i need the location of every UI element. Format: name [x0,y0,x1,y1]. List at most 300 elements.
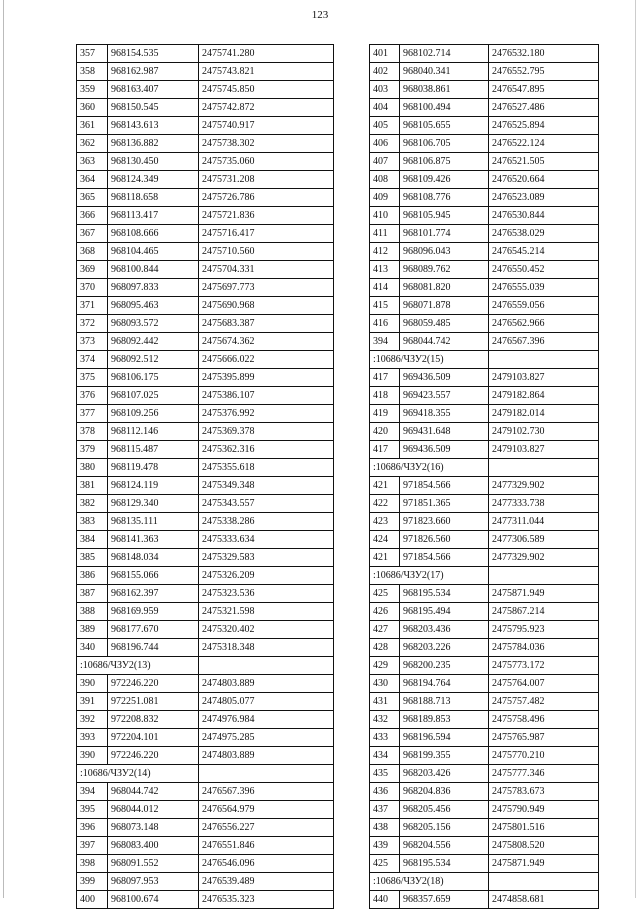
point-number-cell: 390 [77,675,108,693]
y-coordinate-cell: 2475376.992 [199,405,334,423]
x-coordinate-cell: 968100.494 [400,99,489,117]
point-number-cell: 390 [77,747,108,765]
x-coordinate-cell: 968109.426 [400,171,489,189]
point-number-cell: 383 [77,513,108,531]
y-coordinate-cell: 2476547.895 [489,81,599,99]
x-coordinate-cell: 968109.256 [108,405,199,423]
coordinate-row [370,819,599,837]
point-number-cell: 401 [370,45,400,63]
x-coordinate-cell: 968119.478 [108,459,199,477]
x-coordinate-cell: 968083.400 [108,837,199,855]
point-number-cell: 379 [77,441,108,459]
section-empty-cell [489,351,599,369]
coordinate-row [370,99,599,117]
coordinate-row [370,225,599,243]
x-coordinate-cell: 968102.714 [400,45,489,63]
x-coordinate-cell: 968169.959 [108,603,199,621]
x-coordinate-cell: 968194.764 [400,675,489,693]
coordinate-row [77,423,334,441]
x-coordinate-cell: 968203.226 [400,639,489,657]
coordinate-row [370,657,599,675]
y-coordinate-cell: 2475741.280 [199,45,334,63]
coordinate-row [370,639,599,657]
x-coordinate-cell: 968162.987 [108,63,199,81]
coordinate-row [370,765,599,783]
x-coordinate-cell: 968148.034 [108,549,199,567]
y-coordinate-cell: 2475765.987 [489,729,599,747]
x-coordinate-cell: 968204.556 [400,837,489,855]
coordinate-row [370,711,599,729]
x-coordinate-cell: 968129.340 [108,495,199,513]
y-coordinate-cell: 2475710.560 [199,243,334,261]
y-coordinate-cell: 2476527.486 [489,99,599,117]
coordinate-row [370,387,599,405]
point-number-cell: 385 [77,549,108,567]
coordinate-row [370,189,599,207]
y-coordinate-cell: 2474975.285 [199,729,334,747]
point-number-cell: 413 [370,261,400,279]
x-coordinate-cell: 968100.674 [108,891,199,909]
x-coordinate-cell: 972208.832 [108,711,199,729]
point-number-cell: 429 [370,657,400,675]
point-number-cell: 400 [77,891,108,909]
page-number: 123 [311,9,329,21]
x-coordinate-cell: 968081.820 [400,279,489,297]
y-coordinate-cell: 2475783.673 [489,783,599,801]
x-coordinate-cell: 968071.878 [400,297,489,315]
point-number-cell: 375 [77,369,108,387]
coordinate-row [77,873,334,891]
coordinate-row [77,549,334,567]
y-coordinate-cell: 2475320.402 [199,621,334,639]
coordinate-row [77,783,334,801]
coordinate-row [370,837,599,855]
coordinate-row [77,297,334,315]
coordinate-row [370,207,599,225]
y-coordinate-cell: 2475795.923 [489,621,599,639]
y-coordinate-cell: 2475757.482 [489,693,599,711]
coordinates-table-left [76,44,334,909]
y-coordinate-cell: 2475318.348 [199,639,334,657]
coordinate-row [370,117,599,135]
y-coordinate-cell: 2475745.850 [199,81,334,99]
coordinate-row [77,387,334,405]
coordinate-row [77,189,334,207]
y-coordinate-cell: 2479103.827 [489,369,599,387]
y-coordinate-cell: 2474803.889 [199,675,334,693]
point-number-cell: 428 [370,639,400,657]
coordinates-table-right [369,44,599,909]
x-coordinate-cell: 968040.341 [400,63,489,81]
y-coordinate-cell: 2475808.520 [489,837,599,855]
coordinate-row [77,711,334,729]
coordinate-row [77,513,334,531]
section-header-row [370,873,599,891]
point-number-cell: 373 [77,333,108,351]
coordinate-row [77,819,334,837]
x-coordinate-cell: 968092.442 [108,333,199,351]
y-coordinate-cell: 2475690.968 [199,297,334,315]
coordinate-row [370,261,599,279]
x-coordinate-cell: 968177.670 [108,621,199,639]
x-coordinate-cell: 968154.535 [108,45,199,63]
x-coordinate-cell: 971823.660 [400,513,489,531]
y-coordinate-cell: 2475321.598 [199,603,334,621]
y-coordinate-cell: 2476530.844 [489,207,599,225]
x-coordinate-cell: 968155.066 [108,567,199,585]
y-coordinate-cell: 2476559.056 [489,297,599,315]
point-number-cell: 405 [370,117,400,135]
coordinate-row [370,81,599,99]
x-coordinate-cell: 968143.613 [108,117,199,135]
coordinate-row [370,63,599,81]
x-coordinate-cell: 968124.349 [108,171,199,189]
y-coordinate-cell: 2476564.979 [199,801,334,819]
x-coordinate-cell: 968100.844 [108,261,199,279]
coordinate-row [77,441,334,459]
coordinate-row [370,45,599,63]
coordinate-row [77,315,334,333]
y-coordinate-cell: 2476552.795 [489,63,599,81]
x-coordinate-cell: 968073.148 [108,819,199,837]
x-coordinate-cell: 968096.043 [400,243,489,261]
y-coordinate-cell: 2475323.536 [199,585,334,603]
coordinate-row [77,621,334,639]
coordinate-row [77,279,334,297]
point-number-cell: 437 [370,801,400,819]
coordinate-row [370,369,599,387]
x-coordinate-cell: 972246.220 [108,747,199,765]
x-coordinate-cell: 969436.509 [400,369,489,387]
point-number-cell: 369 [77,261,108,279]
point-number-cell: 418 [370,387,400,405]
point-number-cell: 368 [77,243,108,261]
x-coordinate-cell: 968091.552 [108,855,199,873]
point-number-cell: 410 [370,207,400,225]
y-coordinate-cell: 2475764.007 [489,675,599,693]
coordinate-row [370,423,599,441]
coordinate-row [370,855,599,873]
point-number-cell: 360 [77,99,108,117]
coordinate-row [77,261,334,279]
coordinate-row [370,747,599,765]
y-coordinate-cell: 2475790.949 [489,801,599,819]
x-coordinate-cell: 968097.953 [108,873,199,891]
x-coordinate-cell: 968107.025 [108,387,199,405]
point-number-cell: 432 [370,711,400,729]
y-coordinate-cell: 2475784.036 [489,639,599,657]
point-number-cell: 425 [370,855,400,873]
x-coordinate-cell: 969418.355 [400,405,489,423]
x-coordinate-cell: 968044.742 [400,333,489,351]
point-number-cell: 366 [77,207,108,225]
point-number-cell: 423 [370,513,400,531]
section-empty-cell [489,873,599,891]
x-coordinate-cell: 968106.705 [400,135,489,153]
y-coordinate-cell: 2477329.902 [489,549,599,567]
x-coordinate-cell: 968195.534 [400,585,489,603]
point-number-cell: 422 [370,495,400,513]
y-coordinate-cell: 2476550.452 [489,261,599,279]
coordinate-row [370,585,599,603]
y-coordinate-cell: 2475871.949 [489,585,599,603]
point-number-cell: 434 [370,747,400,765]
point-number-cell: 395 [77,801,108,819]
x-coordinate-cell: 968108.776 [400,189,489,207]
y-coordinate-cell: 2474976.984 [199,711,334,729]
section-header-row [370,459,599,477]
section-header-row [77,765,334,783]
coordinate-row [77,477,334,495]
coordinate-row [77,801,334,819]
y-coordinate-cell: 2475386.107 [199,387,334,405]
x-coordinate-cell: 969423.557 [400,387,489,405]
point-number-cell: 378 [77,423,108,441]
x-coordinate-cell: 968136.882 [108,135,199,153]
point-number-cell: 407 [370,153,400,171]
coordinate-row [370,243,599,261]
y-coordinate-cell: 2475867.214 [489,603,599,621]
point-number-cell: 404 [370,99,400,117]
point-number-cell: 406 [370,135,400,153]
x-coordinate-cell: 971854.566 [400,549,489,567]
scan-edge-right [635,0,636,898]
y-coordinate-cell: 2476546.096 [199,855,334,873]
x-coordinate-cell: 968038.861 [400,81,489,99]
y-coordinate-cell: 2475343.557 [199,495,334,513]
section-header-row [77,657,334,675]
point-number-cell: 367 [77,225,108,243]
coordinate-row [370,729,599,747]
x-coordinate-cell: 971851.365 [400,495,489,513]
y-coordinate-cell: 2476523.089 [489,189,599,207]
y-coordinate-cell: 2475333.634 [199,531,334,549]
point-number-cell: 371 [77,297,108,315]
y-coordinate-cell: 2479182.014 [489,405,599,423]
y-coordinate-cell: 2477311.044 [489,513,599,531]
coordinate-row [370,693,599,711]
point-number-cell: 391 [77,693,108,711]
coordinate-row [370,477,599,495]
y-coordinate-cell: 2475801.516 [489,819,599,837]
coordinate-row [77,855,334,873]
point-number-cell: 412 [370,243,400,261]
y-coordinate-cell: 2476545.214 [489,243,599,261]
x-coordinate-cell: 968188.713 [400,693,489,711]
y-coordinate-cell: 2475326.209 [199,567,334,585]
point-number-cell: 361 [77,117,108,135]
y-coordinate-cell: 2475716.417 [199,225,334,243]
y-coordinate-cell: 2475777.346 [489,765,599,783]
point-number-cell: 426 [370,603,400,621]
point-number-cell: 362 [77,135,108,153]
y-coordinate-cell: 2475721.836 [199,207,334,225]
point-number-cell: 340 [77,639,108,657]
y-coordinate-cell: 2475666.022 [199,351,334,369]
y-coordinate-cell: 2475740.917 [199,117,334,135]
point-number-cell: 380 [77,459,108,477]
x-coordinate-cell: 968203.426 [400,765,489,783]
point-number-cell: 424 [370,531,400,549]
point-number-cell: 384 [77,531,108,549]
point-number-cell: 376 [77,387,108,405]
point-number-cell: 374 [77,351,108,369]
section-label: :10686/ЧЗУ2(17) [370,567,489,585]
y-coordinate-cell: 2476567.396 [199,783,334,801]
coordinate-row [370,441,599,459]
y-coordinate-cell: 2475773.172 [489,657,599,675]
point-number-cell: 388 [77,603,108,621]
coordinate-row [77,639,334,657]
coordinate-row [77,117,334,135]
section-empty-cell [489,567,599,585]
coordinate-row [77,81,334,99]
y-coordinate-cell: 2475704.331 [199,261,334,279]
point-number-cell: 417 [370,441,400,459]
coordinate-row [77,225,334,243]
coordinate-row [370,801,599,819]
y-coordinate-cell: 2475731.208 [199,171,334,189]
point-number-cell: 415 [370,297,400,315]
coordinate-row [77,135,334,153]
point-number-cell: 421 [370,477,400,495]
point-number-cell: 363 [77,153,108,171]
x-coordinate-cell: 968163.407 [108,81,199,99]
x-coordinate-cell: 968112.146 [108,423,199,441]
x-coordinate-cell: 968108.666 [108,225,199,243]
y-coordinate-cell: 2477306.589 [489,531,599,549]
x-coordinate-cell: 968203.436 [400,621,489,639]
point-number-cell: 433 [370,729,400,747]
coordinate-row [77,729,334,747]
coordinate-row [370,171,599,189]
point-number-cell: 365 [77,189,108,207]
point-number-cell: 394 [370,333,400,351]
coordinate-row [370,135,599,153]
coordinate-row [77,207,334,225]
point-number-cell: 364 [77,171,108,189]
x-coordinate-cell: 968205.156 [400,819,489,837]
coordinate-row [370,513,599,531]
coordinate-row [77,153,334,171]
point-number-cell: 409 [370,189,400,207]
coordinate-row [370,153,599,171]
x-coordinate-cell: 968199.355 [400,747,489,765]
coordinate-row [77,45,334,63]
point-number-cell: 399 [77,873,108,891]
point-number-cell: 438 [370,819,400,837]
coordinate-row [77,891,334,909]
point-number-cell: 440 [370,891,400,909]
coordinate-row [77,837,334,855]
section-header-row [370,351,599,369]
coordinate-row [370,495,599,513]
point-number-cell: 370 [77,279,108,297]
y-coordinate-cell: 2476521.505 [489,153,599,171]
y-coordinate-cell: 2476567.396 [489,333,599,351]
point-number-cell: 389 [77,621,108,639]
coordinate-row [77,585,334,603]
point-number-cell: 417 [370,369,400,387]
y-coordinate-cell: 2475395.899 [199,369,334,387]
point-number-cell: 396 [77,819,108,837]
point-number-cell: 436 [370,783,400,801]
x-coordinate-cell: 968204.836 [400,783,489,801]
x-coordinate-cell: 968200.235 [400,657,489,675]
section-empty-cell [489,459,599,477]
x-coordinate-cell: 968095.463 [108,297,199,315]
x-coordinate-cell: 968196.744 [108,639,199,657]
point-number-cell: 358 [77,63,108,81]
coordinate-row [77,675,334,693]
coordinate-row [77,747,334,765]
x-coordinate-cell: 972204.101 [108,729,199,747]
coordinate-row [370,783,599,801]
coordinate-row [370,279,599,297]
coordinate-row [77,693,334,711]
y-coordinate-cell: 2475758.496 [489,711,599,729]
point-number-cell: 425 [370,585,400,603]
y-coordinate-cell: 2475683.387 [199,315,334,333]
x-coordinate-cell: 971854.566 [400,477,489,495]
point-number-cell: 386 [77,567,108,585]
point-number-cell: 403 [370,81,400,99]
point-number-cell: 381 [77,477,108,495]
y-coordinate-cell: 2476522.124 [489,135,599,153]
point-number-cell: 357 [77,45,108,63]
y-coordinate-cell: 2476525.894 [489,117,599,135]
x-coordinate-cell: 968357.659 [400,891,489,909]
point-number-cell: 431 [370,693,400,711]
point-number-cell: 393 [77,729,108,747]
coordinate-row [370,405,599,423]
point-number-cell: 382 [77,495,108,513]
y-coordinate-cell: 2476539.489 [199,873,334,891]
x-coordinate-cell: 968092.512 [108,351,199,369]
coordinate-row [370,603,599,621]
x-coordinate-cell: 968104.465 [108,243,199,261]
y-coordinate-cell: 2474803.889 [199,747,334,765]
x-coordinate-cell: 968195.494 [400,603,489,621]
y-coordinate-cell: 2475349.348 [199,477,334,495]
point-number-cell: 435 [370,765,400,783]
y-coordinate-cell: 2475355.618 [199,459,334,477]
y-coordinate-cell: 2475329.583 [199,549,334,567]
point-number-cell: 394 [77,783,108,801]
point-number-cell: 387 [77,585,108,603]
x-coordinate-cell: 972246.220 [108,675,199,693]
section-label: :10686/ЧЗУ2(14) [77,765,199,783]
x-coordinate-cell: 968044.012 [108,801,199,819]
section-label: :10686/ЧЗУ2(13) [77,657,199,675]
x-coordinate-cell: 968115.487 [108,441,199,459]
coordinate-row [77,99,334,117]
y-coordinate-cell: 2475362.316 [199,441,334,459]
point-number-cell: 377 [77,405,108,423]
coordinate-row [77,369,334,387]
coordinate-row [77,351,334,369]
coordinate-row [370,675,599,693]
x-coordinate-cell: 968113.417 [108,207,199,225]
x-coordinate-cell: 968141.363 [108,531,199,549]
point-number-cell: 439 [370,837,400,855]
y-coordinate-cell: 2476556.227 [199,819,334,837]
x-coordinate-cell: 968093.572 [108,315,199,333]
y-coordinate-cell: 2475338.286 [199,513,334,531]
x-coordinate-cell: 969436.509 [400,441,489,459]
point-number-cell: 359 [77,81,108,99]
y-coordinate-cell: 2476532.180 [489,45,599,63]
